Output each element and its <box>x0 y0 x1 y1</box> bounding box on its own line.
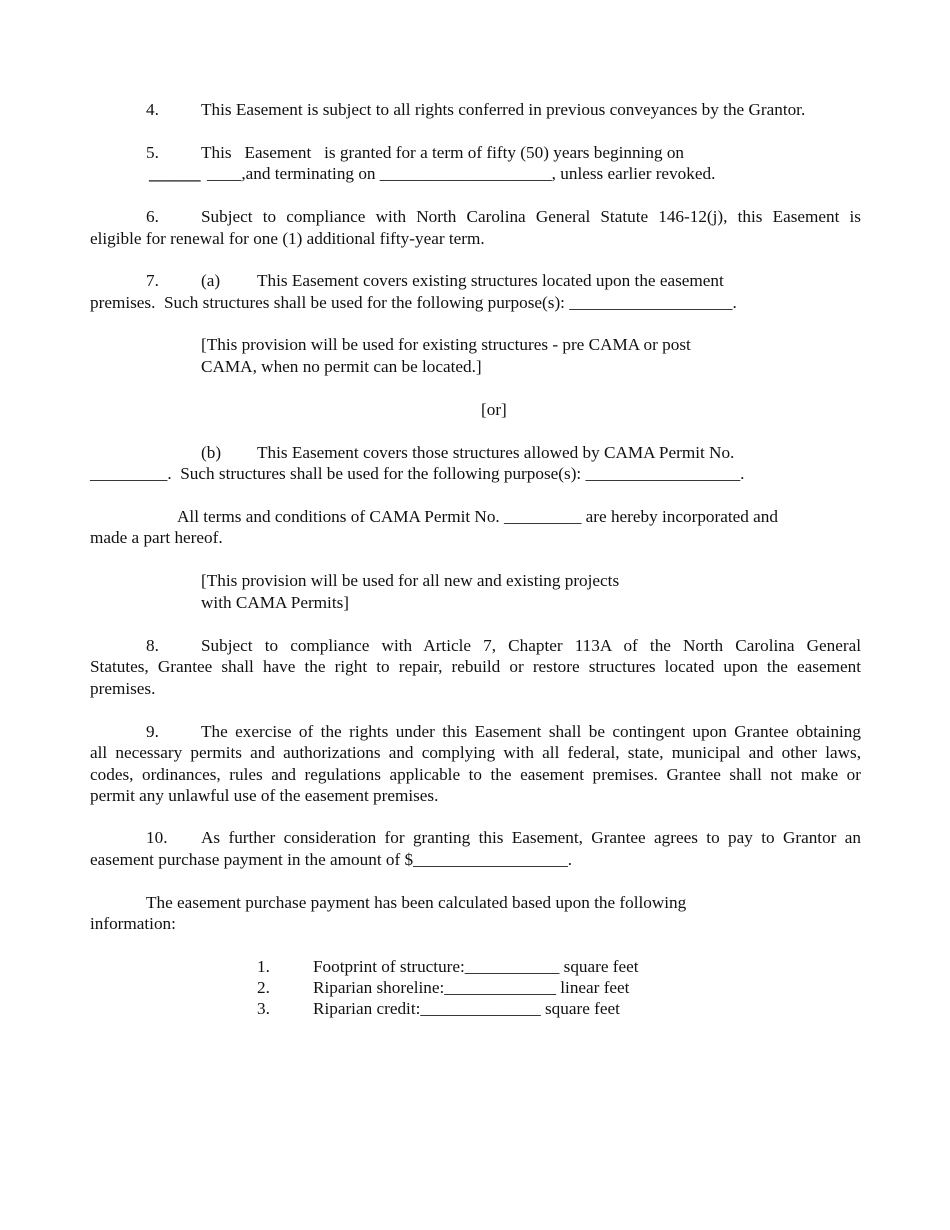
list-item-1-number: 1. <box>257 957 270 976</box>
item-4-number: 4. <box>146 100 159 119</box>
item-6-line-2: eligible for renewal for one (1) additional fifty-year term. <box>90 229 485 248</box>
item-7b-label: (b) <box>201 443 222 462</box>
calc-line-2: information: <box>90 914 176 933</box>
item-6-number: 6. <box>146 207 159 226</box>
item-7b-line-1: This Easement covers those structures allowed by CAMA Permit No. <box>257 443 735 462</box>
item-5-line-1: This Easement is granted for a term of fifty (50) years beginning on <box>201 143 685 162</box>
item-5-bold-blank: ______ <box>149 164 201 183</box>
item-8-line-3: premises. <box>90 679 156 698</box>
item-8-line-2: Statutes, Grantee shall have the right to repair, rebuild or restore structures located upon the easement <box>90 657 861 676</box>
item-8-line-1: Subject to compliance with Article 7, Chapter 113A of the North Carolina General <box>201 636 861 655</box>
note-a-line-2: CAMA, when no permit can be located.] <box>201 357 482 376</box>
list-item-2-number: 2. <box>257 978 270 997</box>
item-10-line-1: As further consideration for granting this Easement, Grantee agrees to pay to Grantor an <box>201 828 861 847</box>
item-7a-line-1: This Easement covers existing structures located upon the easement <box>257 271 724 290</box>
item-7b-line-2: _________. Such structures shall be used for the following purpose(s): __________________. <box>90 464 745 483</box>
item-4-text: This Easement is subject to all rights conferred in previous conveyances by the Grantor. <box>201 100 806 119</box>
item-8-number: 8. <box>146 636 159 655</box>
item-9-line-4: permit any unlawful use of the easement premises. <box>90 786 439 805</box>
list-item-1-text: Footprint of structure:___________ square feet <box>313 957 639 976</box>
item-7a-line-2: premises. Such structures shall be used for the following purpose(s): ___________________. <box>90 293 737 312</box>
calc-line-1: The easement purchase payment has been calculated based upon the following <box>146 893 687 912</box>
item-5-line-2: ____,and terminating on ____________________, unless earlier revoked. <box>207 164 716 183</box>
or-separator: [or] <box>481 400 507 419</box>
item-9-line-1: The exercise of the rights under this Easement shall be contingent upon Grantee obtaining <box>201 722 861 741</box>
item-10-line-2: easement purchase payment in the amount of $__________________. <box>90 850 573 869</box>
list-item-3-text: Riparian credit:______________ square feet <box>313 999 620 1018</box>
item-9-line-3: codes, ordinances, rules and regulations applicable to the easement premises. Grantee shall not make or <box>90 765 861 784</box>
list-item-2-text: Riparian shoreline:_____________ linear feet <box>313 978 630 997</box>
item-5-number: 5. <box>146 143 159 162</box>
item-6-line-1: Subject to compliance with North Carolina General Statute 146-12(j), this Easement is <box>201 207 861 226</box>
item-10-number: 10. <box>146 828 168 847</box>
item-9-line-2: all necessary permits and authorizations and complying with all federal, state, municipal and other laws, <box>90 743 861 762</box>
item-7a-label: (a) <box>201 271 221 290</box>
item-7-number: 7. <box>146 271 159 290</box>
list-item-3-number: 3. <box>257 999 270 1018</box>
note-b-line-2: with CAMA Permits] <box>201 593 350 612</box>
terms-line-1: All terms and conditions of CAMA Permit No. _________ are hereby incorporated and <box>177 507 778 526</box>
item-9-number: 9. <box>146 722 159 741</box>
terms-line-2: made a part hereof. <box>90 528 223 547</box>
note-a-line-1: [This provision will be used for existing structures - pre CAMA or post <box>201 335 691 354</box>
note-b-line-1: [This provision will be used for all new and existing projects <box>201 571 620 590</box>
